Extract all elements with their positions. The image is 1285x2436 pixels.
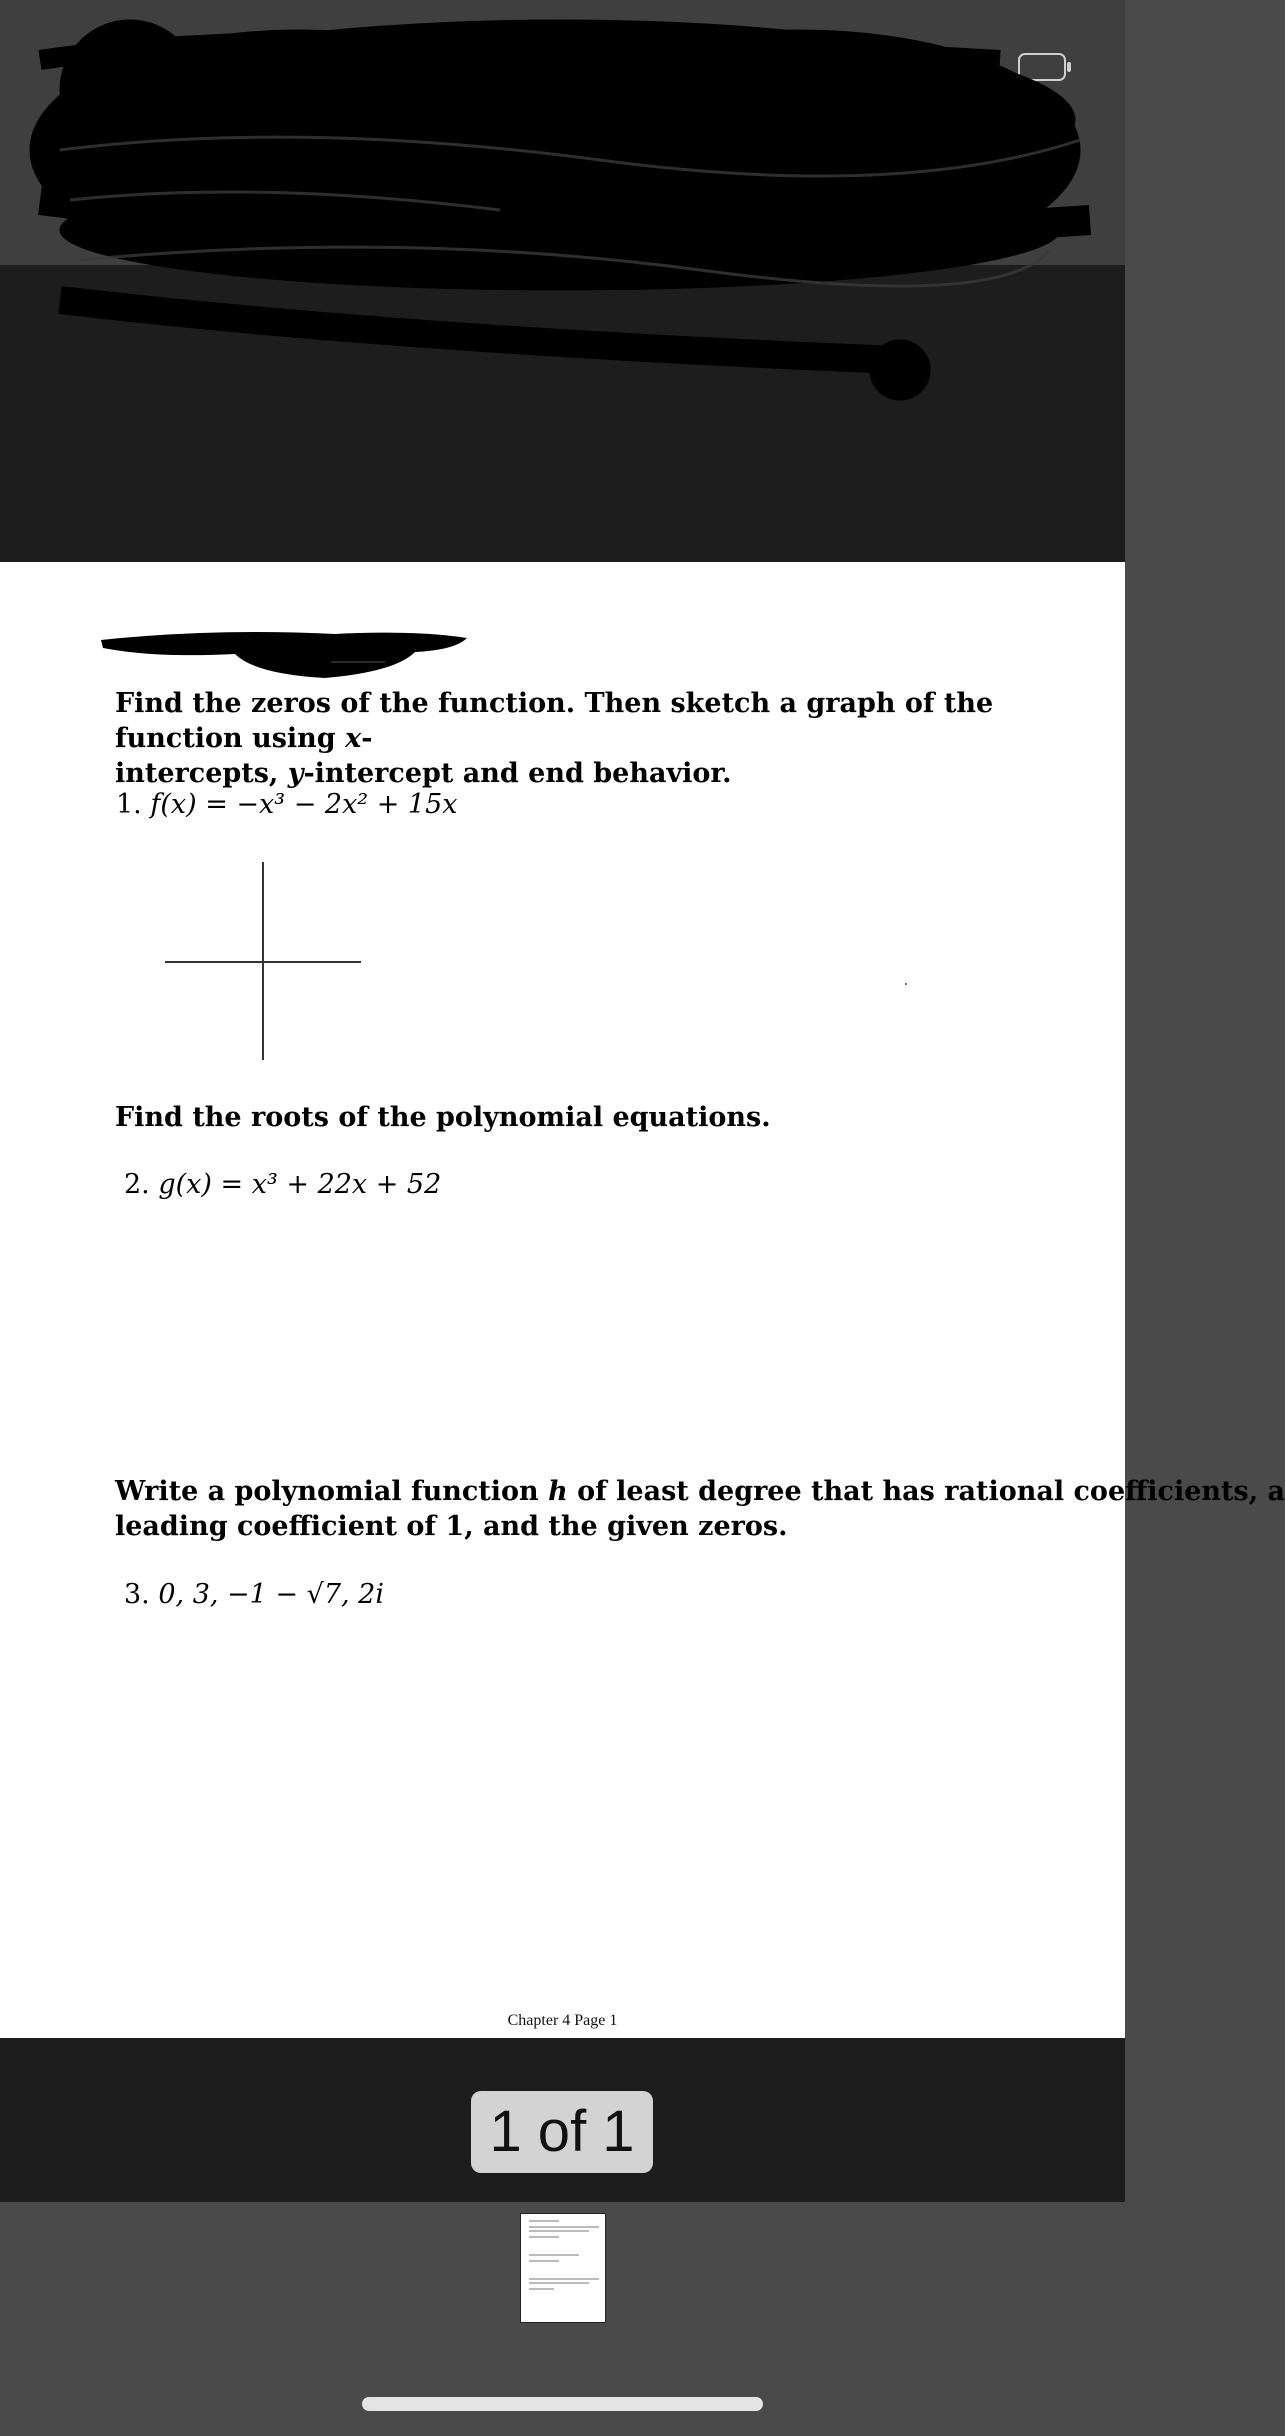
home-indicator[interactable] <box>362 2397 763 2411</box>
document-page <box>0 562 1285 2038</box>
problem-1 <box>116 788 458 822</box>
page-footer: Chapter 4 Page 1 <box>507 2012 618 2029</box>
instruction-3: Write a polynomial function h of least degree that has rational coefficients, a leading coefficient of 1, and the given zeros. <box>115 1476 1285 1542</box>
problem-1-expression: f(x) = −x³ − 2x² + 15x <box>150 789 458 820</box>
problem-2-number: 2. <box>124 1169 150 1200</box>
problem-3-number: 3. <box>124 1579 150 1610</box>
problem-2 <box>124 1168 441 1202</box>
blank-coordinate-axes <box>165 862 365 1062</box>
problem-3 <box>124 1578 384 1612</box>
header-redaction <box>95 622 475 692</box>
problem-2-expression: g(x) = x³ + 22x + 52 <box>158 1169 442 1200</box>
problem-1-number: 1. <box>116 789 142 820</box>
page-thumbnail[interactable] <box>520 2213 606 2323</box>
redaction-scribble <box>0 0 1125 420</box>
problem-3-expression: 0, 3, −1 − √7, 2i <box>158 1579 384 1610</box>
page-counter-badge: 1 of 1 <box>471 2091 653 2173</box>
page-counter-bar <box>0 2038 1125 2202</box>
instruction-1: Find the zeros of the function. Then sketch a graph of the function using x- intercepts, y-intercept and end behavior. <box>115 688 994 789</box>
stray-dot <box>905 983 907 985</box>
instruction-2: Find the roots of the polynomial equations. <box>115 1102 771 1133</box>
